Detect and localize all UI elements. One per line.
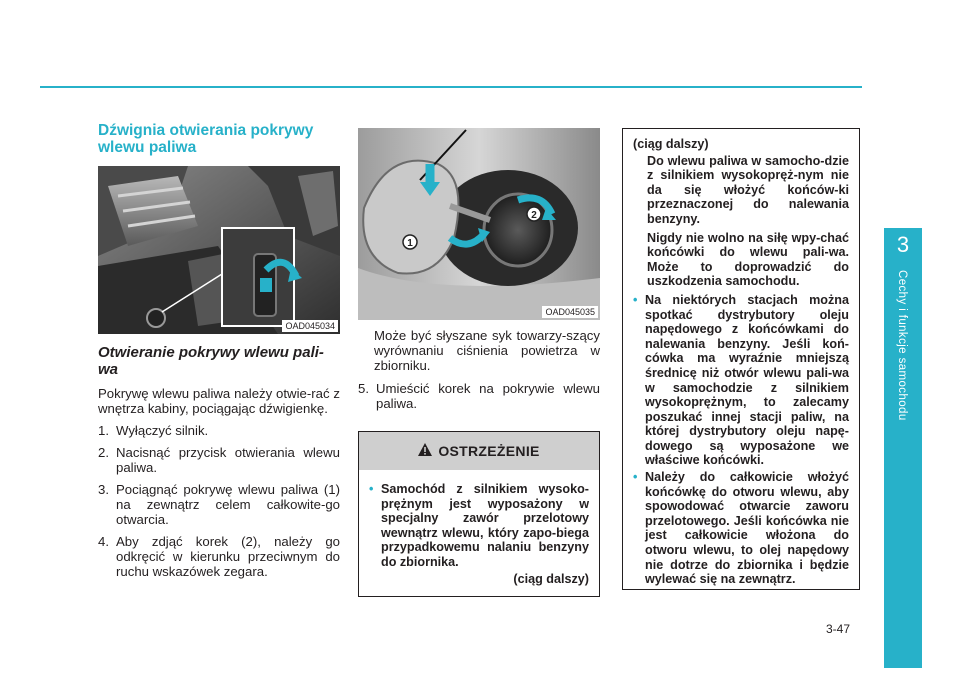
step4-continued: Może być słyszane syk towarzy-szący wyrównaniu ciśnienia powietrza w zbiorniku. [374,328,600,373]
continued-label: (ciąg dalszy) [513,571,589,586]
warning-triangle-icon [418,443,432,459]
middle-column [358,128,600,597]
warning-continued-box [622,128,860,590]
warning-bullet: • Na niektórych stacjach można spotkać dystrybutory oleju napędowego z końcówkami do nalewania benzyny. Jeśli koń-cówka ma wyraźnie mniejszą średnicę niż otwór wlewu pali-wa w samochodzie z silnikiem wysokoprężnym, to zalecamy poszukać innej stacji paliw, na której dystrybutory oleju napę-dowego są wyposażone we właściwe końcówki. [633,292,849,468]
warning-body [359,470,599,596]
fuel-door-illustration [358,128,600,320]
interior-lever-image [98,166,340,334]
warning-bullet: • Należy do całkowicie włożyć końcówkę do otworu wlewu, aby spowodować otwarcie zaworu przelotowego. Jeśli końcówka nie jest całkowicie włożona do otworu wlewu, to olej napędowy nie dotrze do zbiornika i będzie wylewać się na zewnątrz. [633,470,849,587]
intro-paragraph: Pokrywę wlewu paliwa należy otwie-rać z wnętrza kabiny, pociągając dźwigienkę. [98,386,340,416]
warning-paragraph: Nigdy nie wolno na siłę wpy-chać końcówki do wlewu pali-wa. Może to doprowadzić do uszkodzenia samochodu. [647,230,849,289]
chapter-number: 3 [896,232,910,257]
warning-bullet: • Samochód z silnikiem wysoko-prężnym jest wyposażony w specjalny zawór przelotowy wewnątrz wlewu, który zapo-biega przypadkowemu nalaniu benzyny do zbiornika. [369,482,589,569]
warning-title: OSTRZEŻENIE [438,443,540,459]
page-number: 3-47 [826,622,851,636]
warning-paragraph: Do wlewu paliwa w samocho-dzie z silnikiem wysokopręż-nym nie da się włożyć końców-ki przeznaczonej do nalewania benzyny. [647,153,849,226]
left-column [98,122,340,586]
image-code: OAD045034 [282,320,338,332]
steps-list [98,423,340,579]
callout-2: 2 [531,210,537,221]
step-item: 2. Nacisnąć przycisk otwierania wlewu paliwa. [98,445,340,475]
callout-1: 1 [407,238,413,249]
step-item: 1. Wyłączyć silnik. [98,423,209,438]
right-column [622,128,860,590]
section-title: Dźwignia otwierania pokrywy wlewu paliwa [98,122,314,156]
step-item: 3. Pociągnąć pokrywę wlewu paliwa (1) na zewnątrz celem całkowite-go otwarcia. [98,482,340,527]
step-item: 4. Aby zdjąć korek (2), należy go odkręcić w kierunku przeciwnym do ruchu wskazówek zegara. [98,534,340,579]
fuel-lever-illustration [98,166,340,334]
image-code: OAD045035 [542,306,598,318]
fuel-door-image [358,128,600,320]
warning-header [359,432,599,470]
top-rule [40,86,862,88]
step-item: 5. Umieścić korek na pokrywie wlewu paliwa. [358,381,600,411]
warning-box [358,431,600,597]
chapter-title: Cechy i funkcje samochodu [896,270,908,421]
subsection-title: Otwieranie pokrywy wlewu pali-wa [98,344,324,378]
continued-header: (ciąg dalszy) [633,137,709,151]
